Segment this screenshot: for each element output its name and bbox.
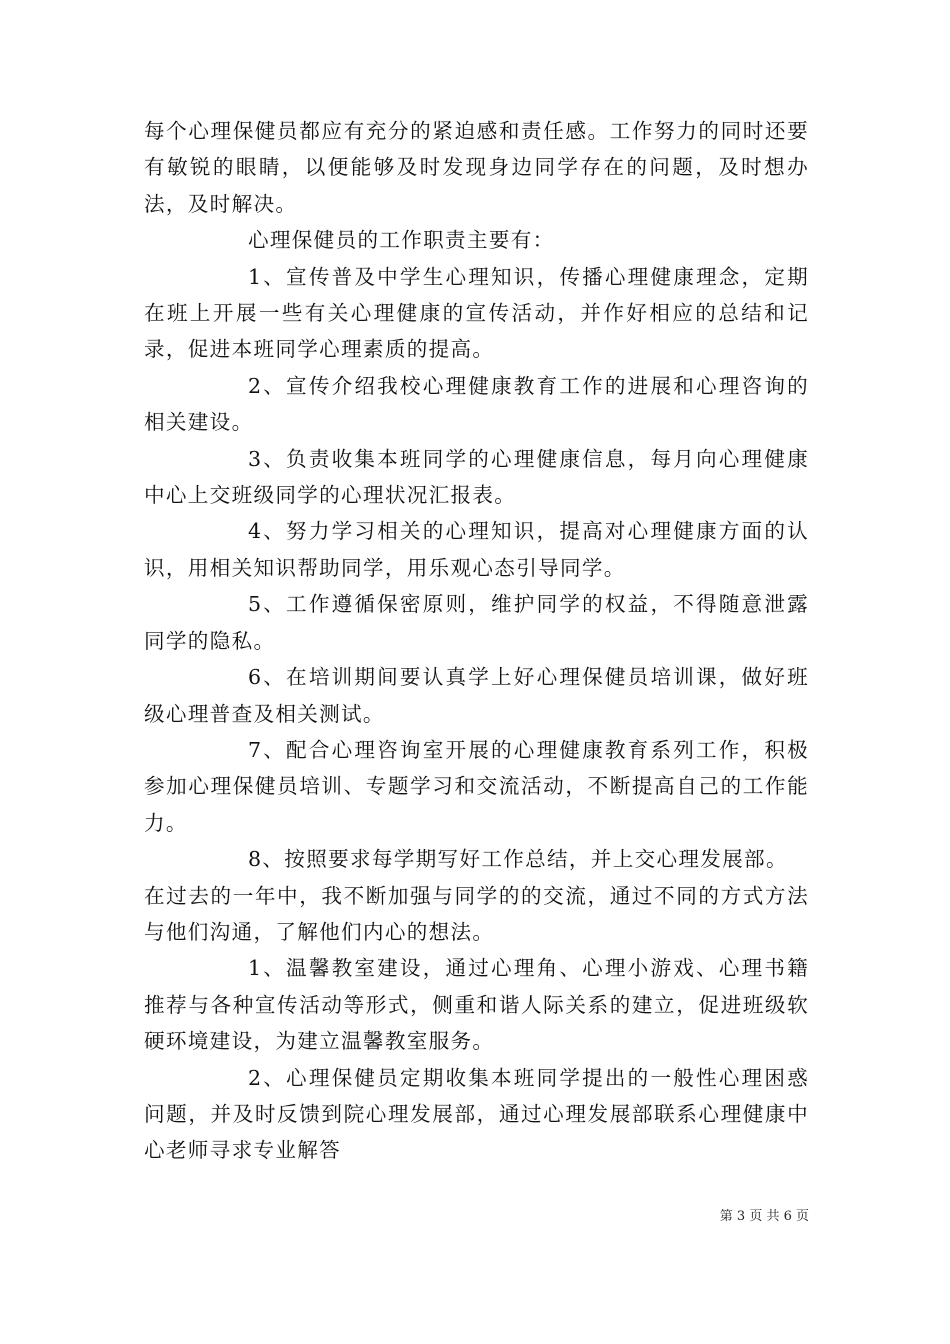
paragraph-duty-6: 6、在培训期间要认真学上好心理保健员培训课，做好班级心理普查及相关测试。	[144, 665, 809, 726]
paragraph-work-1: 1、温馨教室建设，通过心理角、心理小游戏、心理书籍推荐与各种宣传活动等形式，侧重和谐人际关系的建立，促进班级软硬环境建设，为建立温馨教室服务。	[144, 956, 809, 1054]
paragraph-duty-5: 5、工作遵循保密原则，维护同学的权益，不得随意泄露同学的隐私。	[144, 592, 809, 653]
paragraph-work-2: 2、心理保健员定期收集本班同学提出的一般性心理困惑问题，并及时反馈到院心理发展部，通过心理发展部联系心理健康中心老师寻求专业解答	[144, 1065, 809, 1163]
paragraph-duty-8: 8、按照要求每学期写好工作总结，并上交心理发展部。	[248, 847, 788, 872]
paragraph-duty-3: 3、负责收集本班同学的心理健康信息，每月向心理健康中心上交班级同学的心理状况汇报表。	[144, 446, 809, 508]
paragraph-duty-4: 4、努力学习相关的心理知识，提高对心理健康方面的认识，用相关知识帮助同学，用乐观心态引导同学。	[144, 519, 809, 580]
paragraph-past-year: 在过去的一年中，我不断加强与同学的的交流，通过不同的方式方法与他们沟通，了解他们内心的想法。	[144, 883, 809, 944]
page-number-footer: 第 3 页 共 6 页	[719, 1209, 809, 1224]
paragraph-duty-1: 1、宣传普及中学生心理知识，传播心理健康理念，定期在班上开展一些有关心理健康的宣传活动，并作好相应的总结和记录，促进本班同学心理素质的提高。	[144, 264, 809, 362]
paragraph-duties-heading: 心理保健员的工作职责主要有：	[248, 228, 555, 253]
paragraph-intro: 每个心理保健员都应有充分的紧迫感和责任感。工作努力的同时还要有敏锐的眼睛，以便能够及时发现身边同学存在的问题，及时想办法，及时解决。	[144, 119, 809, 216]
paragraph-duty-7: 7、配合心理咨询室开展的心理健康教育系列工作，积极参加心理保健员培训、专题学习和交流活动，不断提高自己的工作能力。	[144, 737, 809, 835]
paragraph-duty-2: 2、宣传介绍我校心理健康教育工作的进展和心理咨询的相关建设。	[144, 373, 809, 435]
document-body	[144, 113, 809, 1169]
